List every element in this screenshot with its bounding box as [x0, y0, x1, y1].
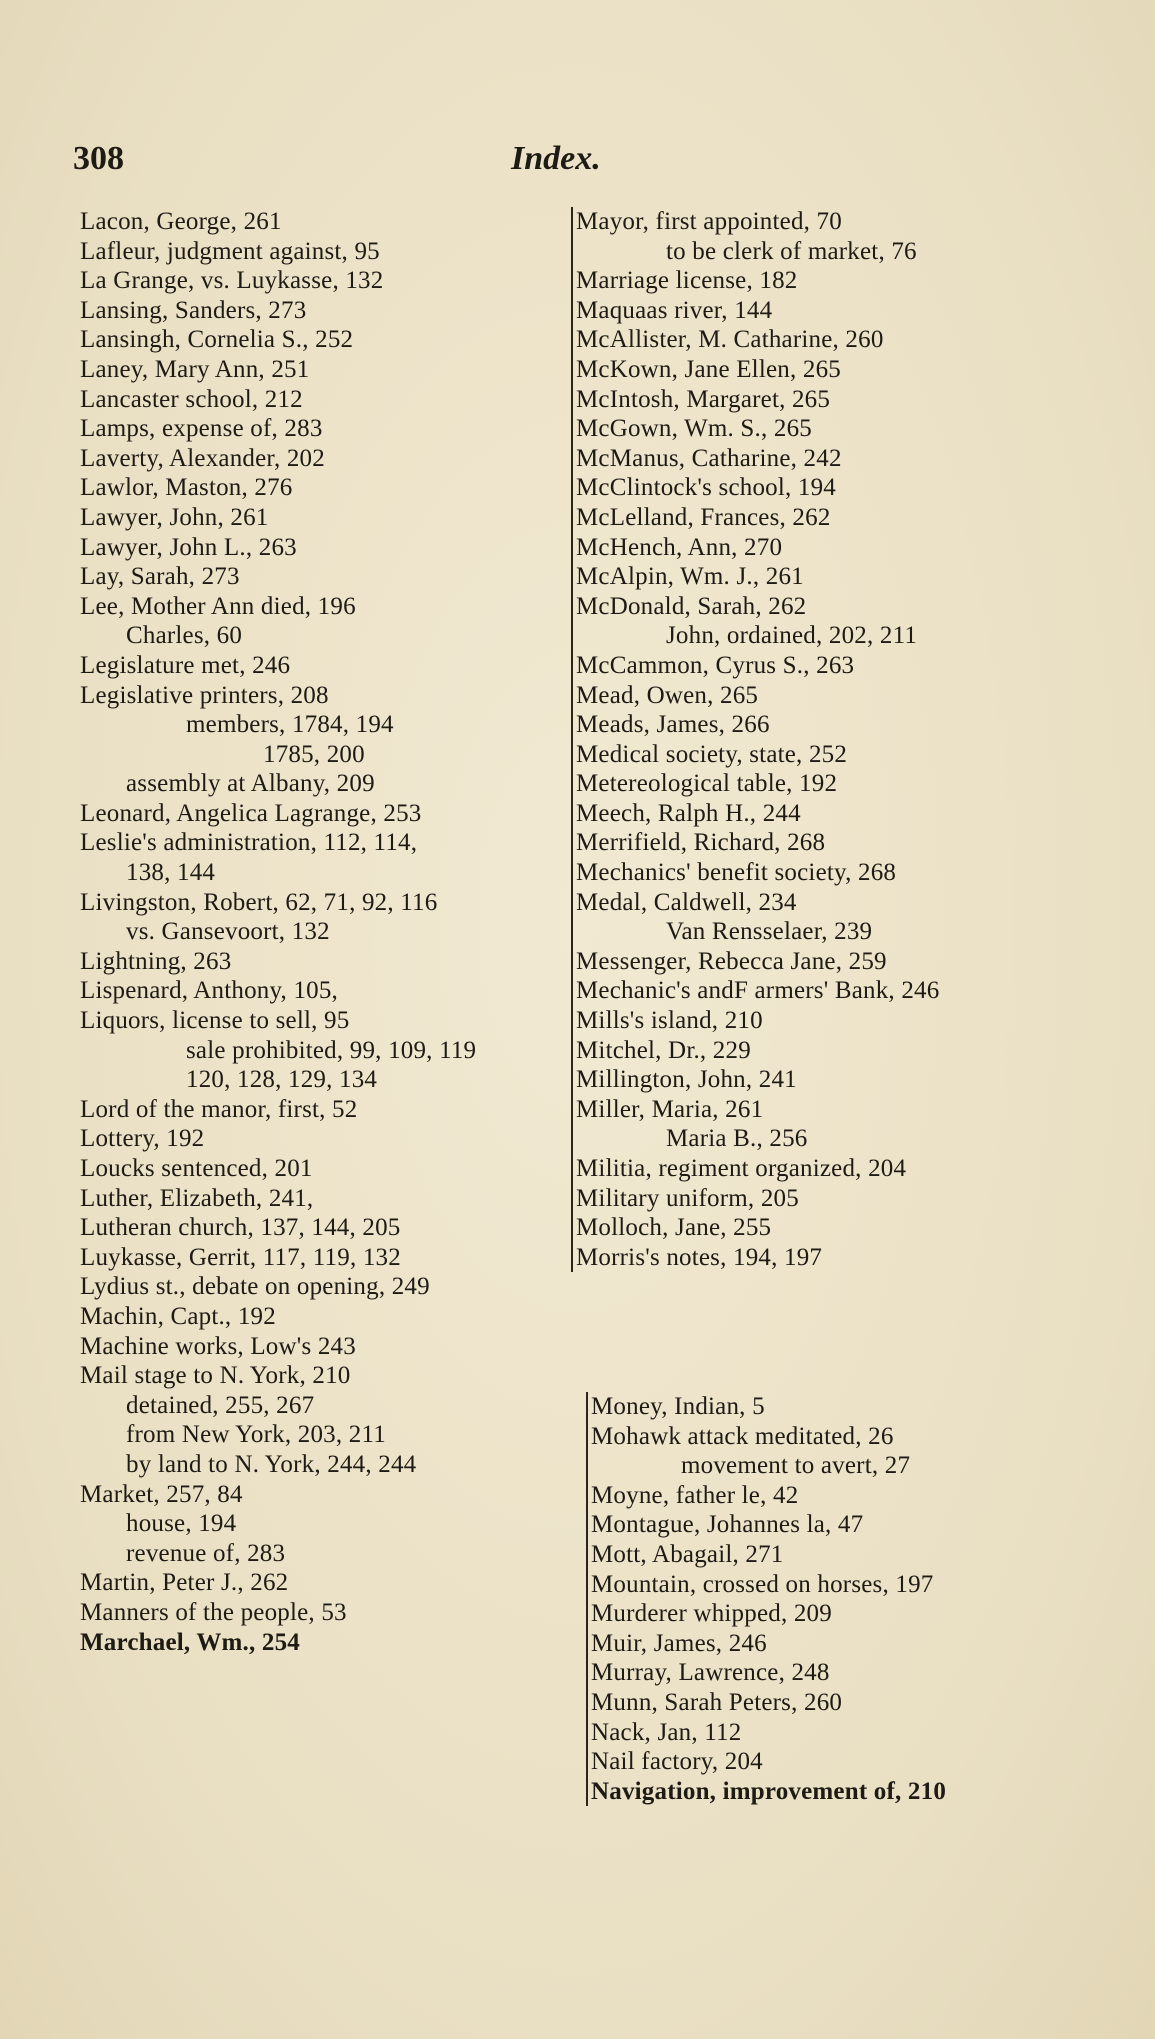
- index-entry: Lottery, 192: [80, 1125, 205, 1153]
- index-entry: 138, 144: [126, 859, 216, 887]
- index-entry: Miller, Maria, 261: [576, 1095, 764, 1123]
- index-column-right-lower: [586, 1392, 1124, 1806]
- index-entry: Mechanic's andF armers' Bank, 246: [576, 977, 940, 1005]
- index-entry: Leslie's administration, 112, 114,: [80, 829, 418, 857]
- index-entry: Lansingh, Cornelia S., 252: [80, 326, 354, 354]
- index-entry: McLelland, Frances, 262: [576, 503, 831, 531]
- index-entry: Lafleur, judgment against, 95: [80, 237, 380, 265]
- index-entry: Loucks sentenced, 201: [80, 1155, 313, 1182]
- index-entry: Marchael, Wm., 254: [80, 1628, 301, 1656]
- index-entry: Luykasse, Gerrit, 117, 119, 132: [80, 1243, 401, 1271]
- index-entry: McKown, Jane Ellen, 265: [576, 355, 841, 383]
- index-entry: Lutheran church, 137, 144, 205: [80, 1214, 401, 1242]
- index-entry: McIntosh, Margaret, 265: [576, 385, 831, 413]
- index-entry: Murray, Lawrence, 248: [591, 1659, 830, 1687]
- index-entry: Liquors, license to sell, 95: [80, 1007, 350, 1035]
- index-entry: Navigation, improvement of, 210: [591, 1777, 947, 1805]
- index-column-right-upper: [571, 207, 1124, 1272]
- index-entry: Lamps, expense of, 283: [80, 415, 323, 443]
- index-entry: Lancaster school, 212: [80, 385, 303, 413]
- index-entry: La Grange, vs. Luykasse, 132: [80, 267, 384, 295]
- page-number: 308: [73, 140, 124, 177]
- index-entry: Lawyer, John L., 263: [80, 533, 297, 561]
- index-entry: Market, 257, 84: [80, 1480, 243, 1508]
- index-entry: Laverty, Alexander, 202: [80, 444, 325, 472]
- index-entry: Van Rensselaer, 239: [666, 918, 873, 946]
- index-entry: Militia, regiment organized, 204: [576, 1155, 907, 1182]
- index-entry: Montague, Johannes la, 47: [591, 1511, 864, 1539]
- index-entry: Machin, Capt., 192: [80, 1302, 276, 1330]
- index-entry: from New York, 203, 211: [126, 1421, 386, 1449]
- index-entry: McCammon, Cyrus S., 263: [576, 651, 855, 679]
- index-entry: Mail stage to N. York, 210: [80, 1362, 351, 1390]
- index-entry: Merrifield, Richard, 268: [576, 829, 826, 857]
- index-entry: Medical society, state, 252: [576, 740, 848, 768]
- index-entry: Lacon, George, 261: [80, 208, 282, 235]
- index-column-left: [80, 207, 558, 1657]
- index-entry: Moyne, father le, 42: [591, 1481, 799, 1509]
- index-entry: Meads, James, 266: [576, 711, 770, 739]
- index-entry: revenue of, 283: [126, 1539, 286, 1567]
- index-entry: McClintock's school, 194: [576, 474, 836, 502]
- index-entry: 1785, 200: [263, 740, 365, 768]
- index-entry: Lispenard, Anthony, 105,: [80, 977, 339, 1005]
- index-entry: Mechanics' benefit society, 268: [576, 859, 897, 887]
- index-entry: Murderer whipped, 209: [591, 1600, 832, 1628]
- index-entry: McAllister, M. Catharine, 260: [576, 326, 884, 354]
- index-entry: by land to N. York, 244, 244: [126, 1450, 417, 1478]
- index-entry: Millington, John, 241: [576, 1066, 797, 1094]
- index-entry: Lay, Sarah, 273: [80, 563, 240, 591]
- index-entry: Metereological table, 192: [576, 770, 838, 798]
- index-entry: Mountain, crossed on horses, 197: [591, 1570, 934, 1598]
- index-entry: McHench, Ann, 270: [576, 533, 783, 561]
- index-entry: Marriage license, 182: [576, 267, 798, 295]
- index-entry: McManus, Catharine, 242: [576, 444, 842, 472]
- index-entry: vs. Gansevoort, 132: [126, 918, 330, 946]
- index-entry: Luther, Elizabeth, 241,: [80, 1184, 314, 1212]
- index-entry: Livingston, Robert, 62, 71, 92, 116: [80, 888, 438, 916]
- index-entry: Mitchel, Dr., 229: [576, 1036, 751, 1064]
- index-entry: Mohawk attack meditated, 26: [591, 1422, 894, 1450]
- index-entry: Laney, Mary Ann, 251: [80, 355, 310, 383]
- index-entry: movement to avert, 27: [681, 1452, 911, 1480]
- index-entry: McGown, Wm. S., 265: [576, 415, 812, 443]
- index-entry: Medal, Caldwell, 234: [576, 888, 797, 916]
- index-entry: Lightning, 263: [80, 947, 232, 975]
- index-entry: McDonald, Sarah, 262: [576, 592, 807, 620]
- index-entry: McAlpin, Wm. J., 261: [576, 563, 804, 591]
- index-entry: Leonard, Angelica Lagrange, 253: [80, 799, 422, 827]
- index-entry: Munn, Sarah Peters, 260: [591, 1688, 843, 1716]
- index-entry: house, 194: [126, 1510, 237, 1538]
- index-entry: Messenger, Rebecca Jane, 259: [576, 947, 887, 975]
- index-entry: Lawlor, Maston, 276: [80, 474, 293, 502]
- index-entry: John, ordained, 202, 211: [666, 622, 918, 650]
- index-entry: Morris's notes, 194, 197: [576, 1243, 823, 1271]
- index-entry: to be clerk of market, 76: [666, 237, 917, 265]
- index-entry: Manners of the people, 53: [80, 1598, 347, 1626]
- running-title: Index.: [511, 140, 601, 177]
- index-entry: Mills's island, 210: [576, 1007, 763, 1035]
- index-entry: Maria B., 256: [666, 1125, 808, 1153]
- index-entry: Military uniform, 205: [576, 1184, 799, 1212]
- index-entry: assembly at Albany, 209: [126, 770, 375, 798]
- index-entry: Martin, Peter J., 262: [80, 1569, 289, 1597]
- index-entry: Meech, Ralph H., 244: [576, 799, 801, 827]
- index-entry: Nail factory, 204: [591, 1748, 763, 1776]
- index-entry: Lawyer, John, 261: [80, 503, 269, 531]
- index-entry: Machine works, Low's 243: [80, 1332, 356, 1360]
- index-entry: Molloch, Jane, 255: [576, 1214, 772, 1242]
- index-entry: Nack, Jan, 112: [591, 1718, 742, 1746]
- index-entry: Mott, Abagail, 271: [591, 1540, 784, 1568]
- index-entry: Lydius st., debate on opening, 249: [80, 1273, 430, 1301]
- index-entry: Muir, James, 246: [591, 1629, 767, 1657]
- index-entry: Lansing, Sanders, 273: [80, 296, 307, 324]
- index-entry: Maquaas river, 144: [576, 296, 773, 324]
- index-entry: Lord of the manor, first, 52: [80, 1095, 358, 1123]
- index-entry: detained, 255, 267: [126, 1391, 315, 1419]
- index-entry: members, 1784, 194: [186, 711, 394, 739]
- index-entry: 120, 128, 129, 134: [186, 1066, 378, 1094]
- index-entry: Money, Indian, 5: [591, 1393, 765, 1420]
- index-entry: Mead, Owen, 265: [576, 681, 759, 709]
- index-entry: Charles, 60: [126, 622, 243, 650]
- index-entry: Legislature met, 246: [80, 651, 291, 679]
- index-entry: sale prohibited, 99, 109, 119: [186, 1036, 477, 1064]
- index-entry: Mayor, first appointed, 70: [576, 208, 842, 235]
- index-entry: Legislative printers, 208: [80, 681, 329, 709]
- index-entry: Lee, Mother Ann died, 196: [80, 592, 356, 620]
